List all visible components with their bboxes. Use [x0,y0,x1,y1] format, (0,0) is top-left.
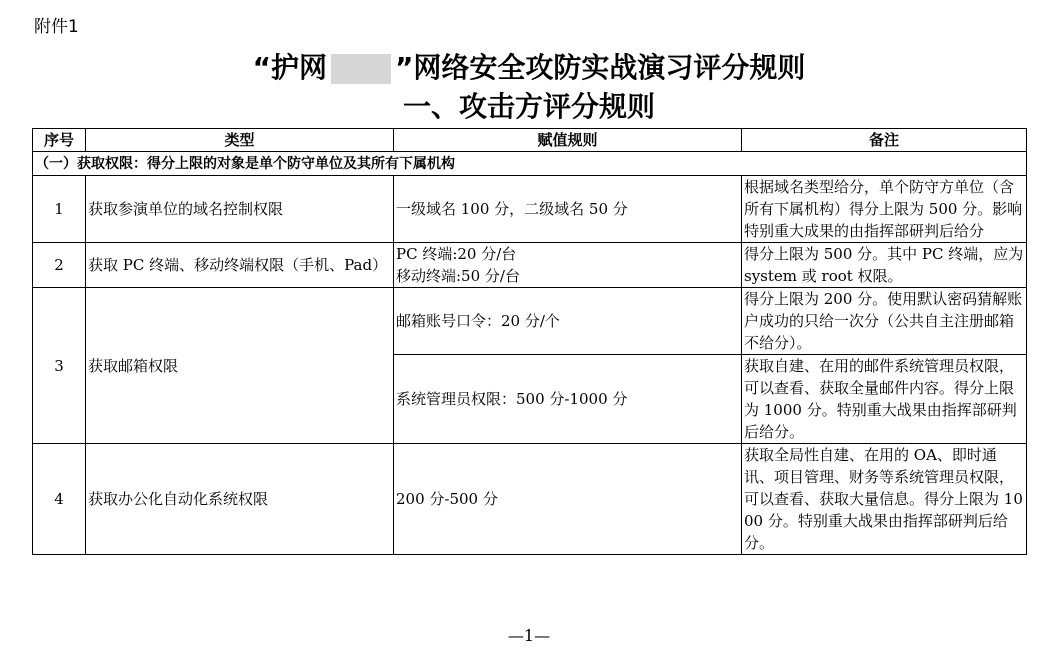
table-row [33,288,1027,355]
row-note: 得分上限为 500 分。其中 PC 终端，应为 system 或 root 权限。 [742,243,1027,288]
row-number: 4 [33,444,86,555]
row-type: 获取办公化自动化系统权限 [86,444,394,555]
row-number: 2 [33,243,86,288]
scoring-rules-table [32,128,1027,555]
document-subtitle: 一、攻击方评分规则 [402,90,655,123]
title-suffix: ”网络安全攻防实战演习评分规则 [395,51,806,84]
rule-line: PC 终端:20 分/台 [396,245,517,263]
row-rule: 一级域名 100 分，二级域名 50 分 [394,176,742,243]
row-number: 1 [33,176,86,243]
header-note: 备注 [742,129,1027,152]
attachment-label: 附件1 [34,17,79,37]
row-number: 3 [33,288,86,444]
row-note: 根据域名类型给分，单个防守方单位（含所有下属机构）得分上限为 500 分。影响特别重大成果的由指挥部研判后给分 [742,176,1027,243]
rule-line: 移动终端:50 分/台 [396,267,520,285]
row-rule: 200 分-500 分 [394,444,742,555]
table-row [33,243,1027,288]
table-row [33,444,1027,555]
page-number: —1— [507,626,551,645]
row-note: 得分上限为 200 分。使用默认密码猜解账户成功的只给一次分（公共自主注册邮箱不给分）。 [742,288,1027,355]
header-number: 序号 [33,129,86,152]
header-type: 类型 [86,129,394,152]
table-header-row [33,129,1027,152]
row-rule [394,243,742,288]
row-rule: 系统管理员权限：500 分-1000 分 [394,355,742,444]
row-rule: 邮箱账号口令：20 分/个 [394,288,742,355]
section-title: （一）获取权限：得分上限的对象是单个防守单位及其所有下属机构 [33,152,1027,176]
section-row [33,152,1027,176]
row-type: 获取参演单位的域名控制权限 [86,176,394,243]
row-note: 获取全局性自建、在用的 OA、即时通讯、项目管理、财务等系统管理员权限，可以查看、获取大量信息。得分上限为 1000 分。特别重大战果由指挥部研判后给分。 [742,444,1027,555]
row-type: 获取 PC 终端、移动终端权限（手机、Pad） [86,243,394,288]
row-type: 获取邮箱权限 [86,288,394,444]
redaction-block [331,54,391,84]
title-prefix: “护网 [252,51,327,84]
document-title [0,50,1058,86]
row-note: 获取自建、在用的邮件系统管理员权限，可以查看、获取全量邮件内容。得分上限为 1000 分。特别重大战果由指挥部研判后给分。 [742,355,1027,444]
table-row [33,176,1027,243]
header-rule: 赋值规则 [394,129,742,152]
